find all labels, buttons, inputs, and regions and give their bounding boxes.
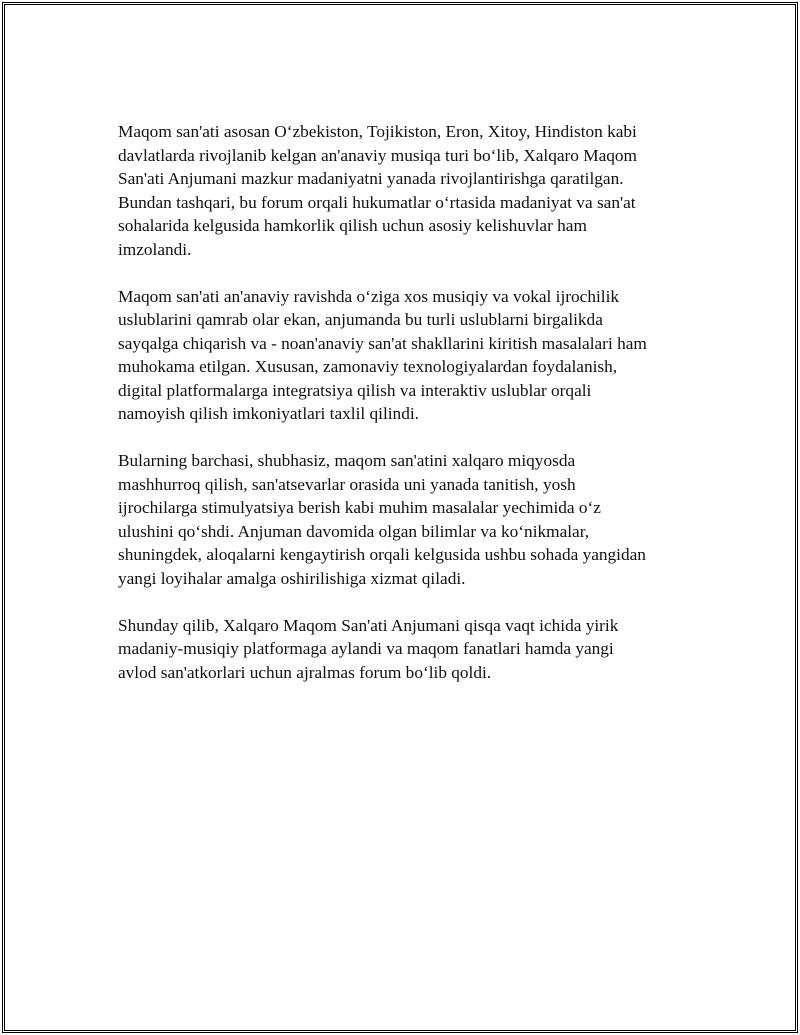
paragraph-3: Bularning barchasi, shubhasiz, maqom san'atini xalqaro miqyosda mashhurroq qilish, san'atsevarlar orasida uni yanada tanitish, yosh ijrochilarga stimulyatsiya berish kabi muhim masalalar yechimida o‘z ulushini qo‘shdi. Anjuman davomida olgan bilimlar va ko‘nikmalar, shuningdek, aloqalarni kengaytirish orqali kelgusida ushbu sohada yangidan yangi loyihalar amalga oshirilishiga xizmat qiladi. xyxy=(118,451,646,588)
paragraph-4: Shunday qilib, Xalqaro Maqom San'ati Anjumani qisqa vaqt ichida yirik madaniy-musiqiy platformaga aylandi va maqom fanatlari hamda yangi avlod san'atkorlari uchun ajralmas forum bo‘lib qoldi. xyxy=(118,615,619,682)
paragraph-1: Maqom san'ati asosan O‘zbekiston, Tojikiston, Eron, Xitoy, Hindiston kabi davlatlarda rivojlanib kelgan an'anaviy musiqa turi bo‘lib, Xalqaro Maqom San'ati Anjumani mazkur madaniyatni yanada rivojlantirishga qaratilgan. Bundan tashqari, bu forum orqali hukumatlar o‘rtasida madaniyat va san'at sohalarida kelgusida hamkorlik qilish uchun asosiy kelishuvlar ham imzolandi. xyxy=(118,122,638,259)
paragraph-2: Maqom san'ati an'anaviy ravishda o‘ziga xos musiqiy va vokal ijrochilik uslublarini qamrab olar ekan, anjumanda bu turli uslublarni birgalikda sayqalga chiqarish va - noan'anaviy san'at shakllarini kiritish masalalari ham muhokama etilgan. Xususan, zamonaviy texnologiyalardan foydalanish, digital platformalarga integratsiya qilish va interaktiv uslublar orqali namoyish qilish imkoniyatlari taxlil qilindi. xyxy=(118,286,647,423)
document-body xyxy=(118,120,690,708)
